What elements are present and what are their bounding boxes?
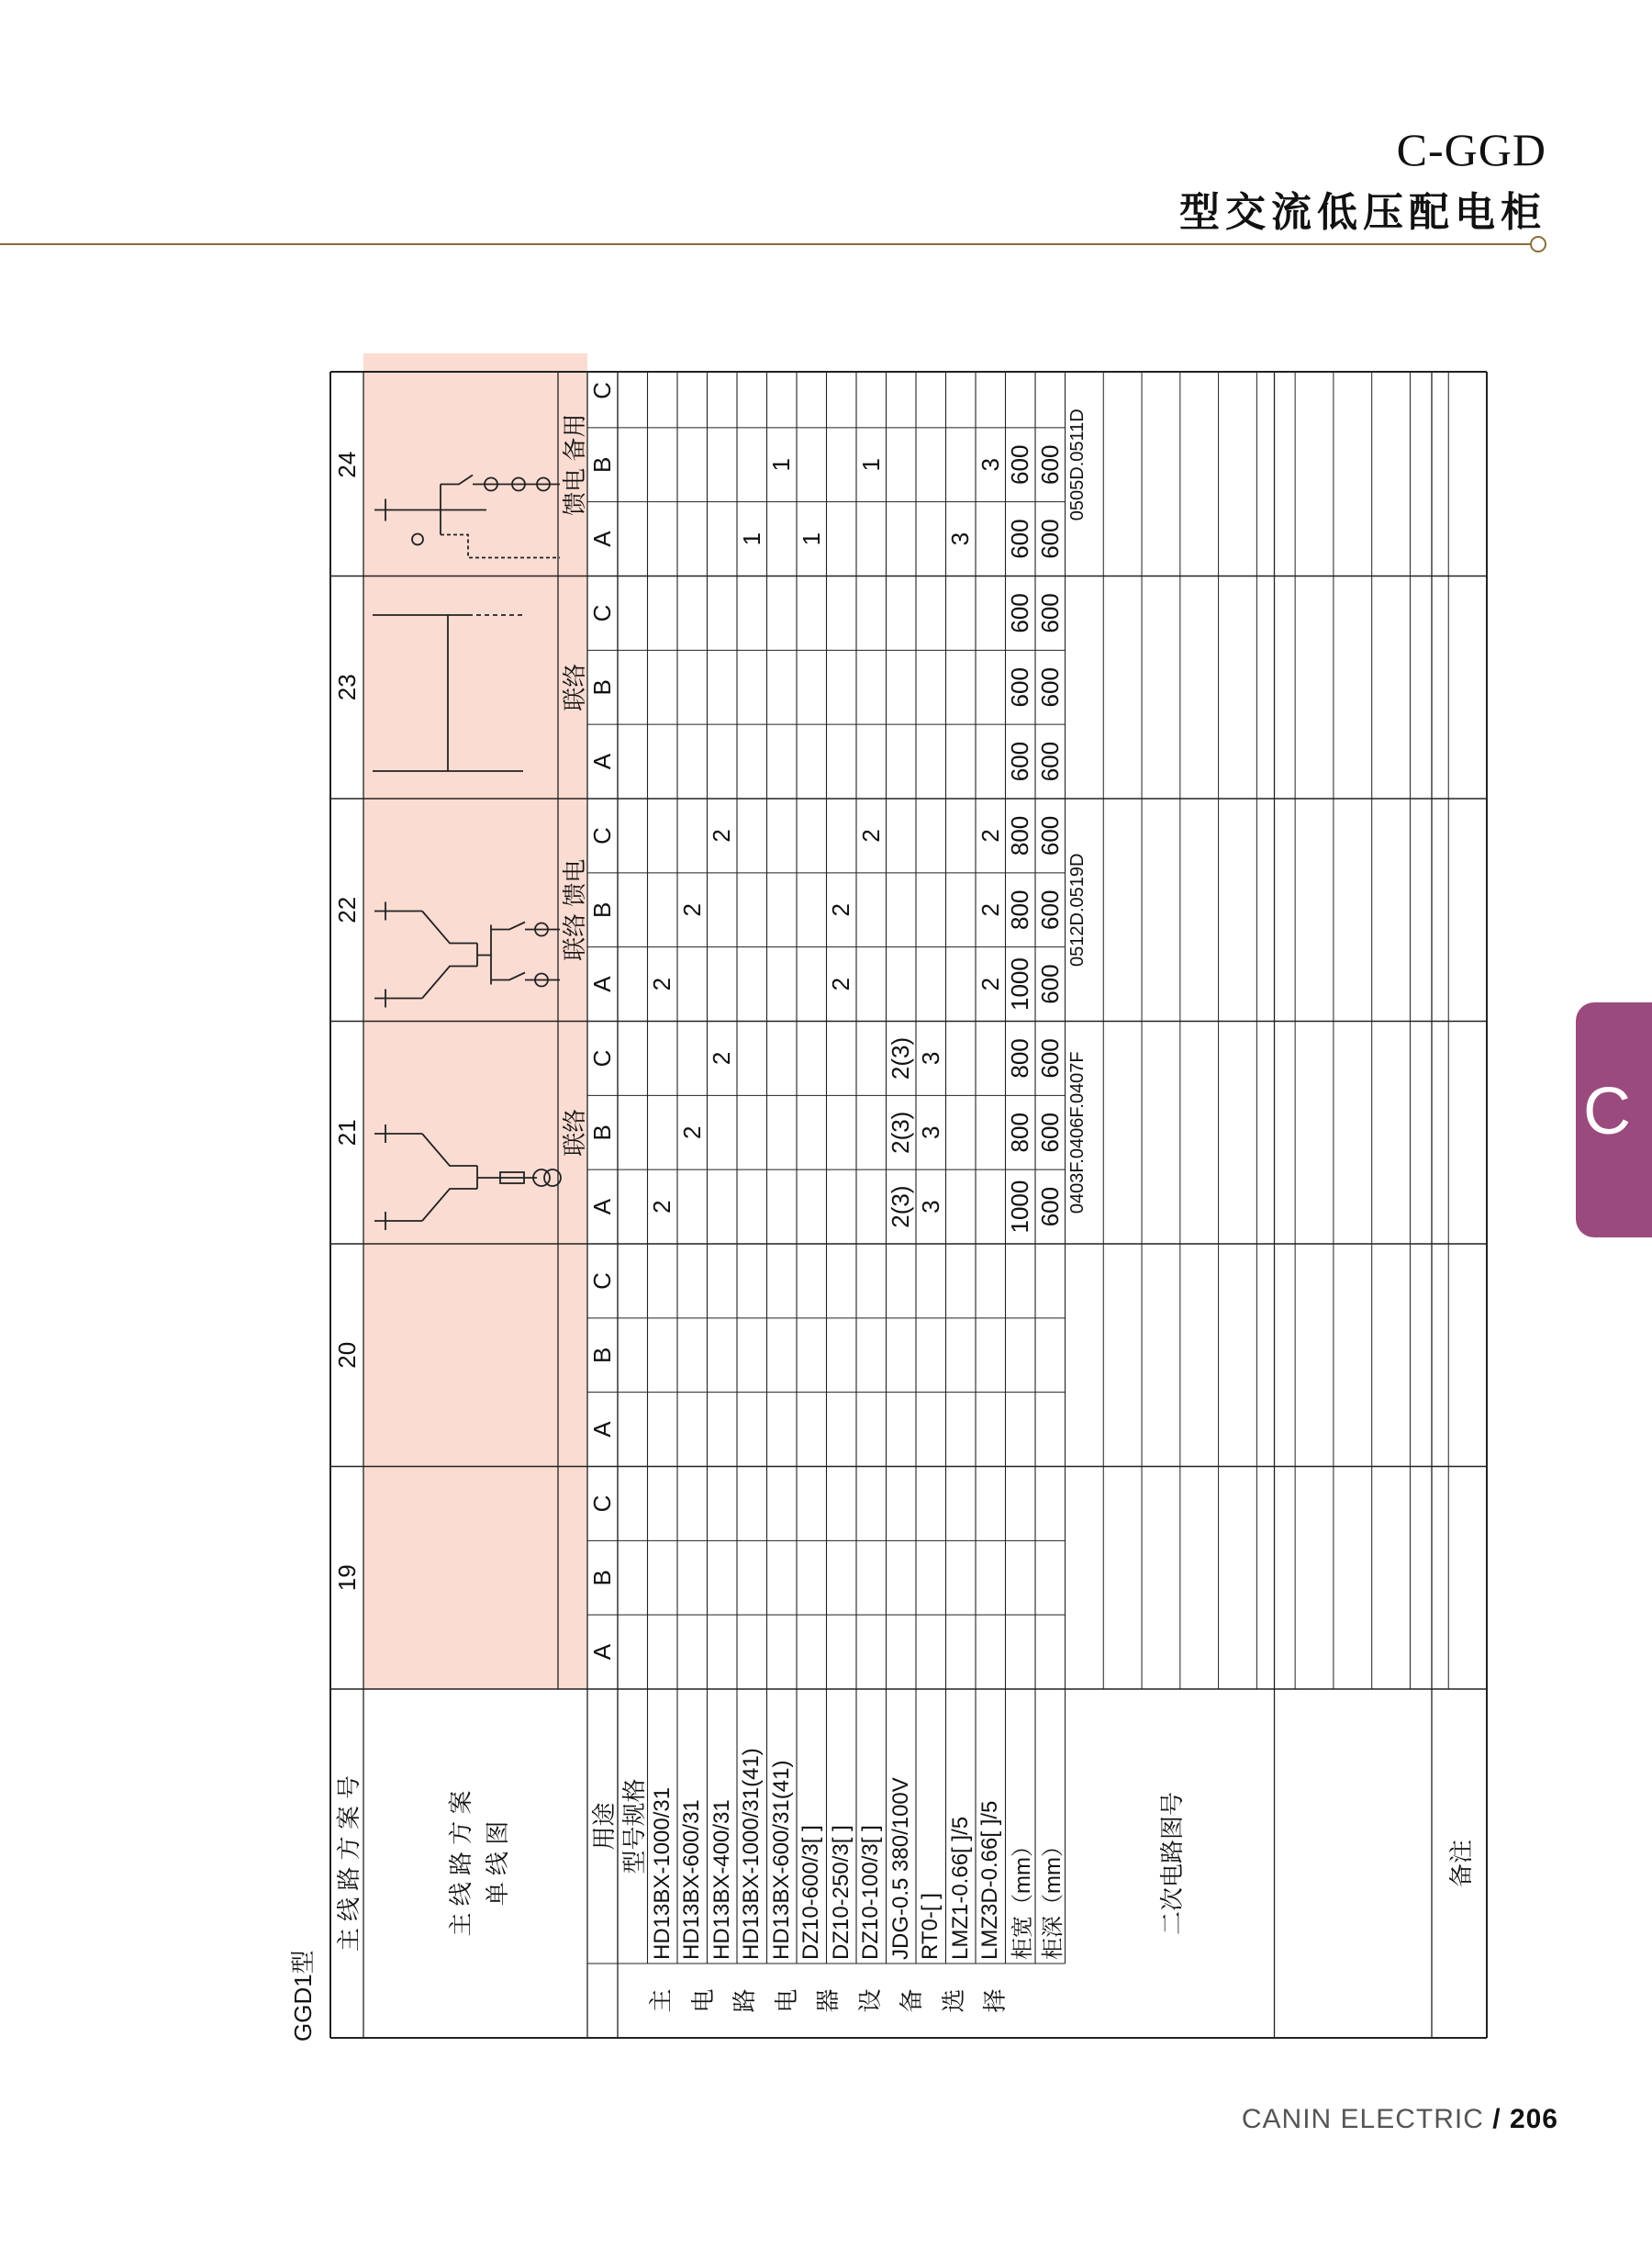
footer-sep: / — [1483, 2104, 1510, 2134]
diagram-label-1: 主 线 路 方 案 — [446, 1790, 474, 1937]
secondary-circuit-no: 0403F.0406F.0407F — [1067, 1051, 1088, 1214]
scheme-no-label: 主 线 路 方 案 号 — [334, 1774, 363, 1952]
main-circuit-label-char: 设 — [855, 1988, 884, 2013]
table-cell-value: 2 — [708, 1051, 736, 1066]
table-cell-value: 3 — [916, 1051, 944, 1066]
sub-scheme-label: B — [588, 1570, 616, 1586]
spec-label: 型号规格 — [620, 1778, 648, 1874]
row-label: DZ10-600/3[ ] — [798, 1825, 824, 1960]
table-cell-value: 3 — [946, 531, 975, 546]
header-rule-end-circle — [1530, 236, 1546, 252]
row-label: HD13BX-400/31 — [709, 1799, 734, 1960]
scheme-number: 22 — [332, 896, 361, 923]
scheme-table — [289, 372, 1487, 2042]
row-label: LMZ1-0.66[ ]/5 — [947, 1816, 973, 1960]
table-cell-value: 600 — [1035, 593, 1064, 633]
table-cell-value: 600 — [1035, 815, 1064, 856]
row-label: DZ10-100/3[ ] — [858, 1825, 884, 1960]
remark-label: 备注 — [1446, 1840, 1475, 1888]
table-cell-value: 600 — [1006, 444, 1034, 485]
table-cell-value: 2 — [677, 1125, 706, 1139]
row-label: DZ10-250/3[ ] — [828, 1825, 854, 1960]
table-cell-value: 1000 — [1006, 1180, 1034, 1234]
scheme-usage: 联络 — [560, 1108, 587, 1157]
page-title: C-GGD — [1396, 124, 1546, 175]
footer-brand: CANIN ELECTRIC — [1241, 2104, 1484, 2134]
sub-scheme-label: A — [588, 531, 616, 547]
table-cell-value: 600 — [1035, 964, 1064, 1004]
table-cell-value: 600 — [1035, 519, 1064, 559]
row-label: 柜深（mm） — [1040, 1835, 1066, 1960]
scheme-number: 23 — [332, 674, 361, 701]
table-cell-value: 2(3) — [887, 1185, 915, 1228]
main-circuit-label-char: 路 — [731, 1988, 758, 2013]
sub-scheme-label: A — [588, 1198, 616, 1215]
main-circuit-label-char: 电 — [688, 1988, 717, 2013]
section-tab[interactable] — [1576, 1002, 1652, 1237]
scheme-usage: 馈电 备用 — [560, 413, 587, 516]
sub-scheme-label: B — [588, 1347, 616, 1363]
sub-scheme-label: C — [588, 827, 616, 845]
table-cell-value: 2 — [976, 977, 1004, 991]
main-circuit-label-char: 电 — [772, 1988, 800, 2013]
row-label: RT0-[ ] — [918, 1893, 943, 1960]
scheme-usage: 联络 — [560, 663, 587, 711]
page-subtitle: 型交流低压配电柜 — [1179, 189, 1546, 236]
row-label: LMZ3D-0.66[ ]/5 — [977, 1800, 1003, 1960]
table-cell-value: 800 — [1006, 890, 1034, 930]
table-cell-value: 600 — [1006, 741, 1034, 782]
diagram-23-single-line — [373, 615, 523, 771]
table-cell-value: 2 — [648, 1200, 676, 1214]
sub-scheme-label: C — [588, 1049, 616, 1068]
table-cell-value: 2 — [708, 829, 736, 843]
table-cell-value: 2(3) — [887, 1036, 915, 1080]
main-circuit-label-char: 器 — [814, 1988, 842, 2013]
scheme-number: 21 — [332, 1119, 361, 1147]
table-cell-value: 2 — [976, 903, 1004, 917]
table-cell-value: 2 — [856, 829, 885, 843]
usage-label: 用途 — [590, 1802, 618, 1851]
main-circuit-label-char: 主 — [647, 1988, 675, 2013]
table-cell-value: 600 — [1035, 890, 1064, 930]
table-cell-value: 600 — [1035, 1038, 1064, 1079]
sub-scheme-label: C — [588, 382, 616, 399]
sub-scheme-label: B — [588, 679, 616, 696]
table-cell-value: 3 — [916, 1125, 944, 1139]
footer — [1242, 2104, 1558, 2135]
main-circuit-label-char: 备 — [898, 1988, 925, 2013]
table-cell-value: 1000 — [1006, 957, 1034, 1012]
main-circuit-label-char: 择 — [981, 1988, 1009, 2013]
diagram-24-single-line — [374, 476, 560, 558]
diagram-22-single-line — [374, 902, 560, 1008]
table-cell-value: 2 — [827, 903, 855, 917]
secondary-circuit-no: 0512D.0519D — [1067, 853, 1088, 967]
table-cell-value: 800 — [1006, 1113, 1034, 1153]
sub-scheme-label: A — [588, 976, 616, 992]
scheme-number: 24 — [332, 451, 361, 478]
sub-scheme-label: C — [588, 1494, 616, 1513]
main-circuit-label-char: 选 — [939, 1988, 967, 2013]
row-label: 柜宽（mm） — [1010, 1835, 1035, 1960]
secondary-circuit-label: 二次电路图号 — [1158, 1792, 1186, 1936]
sub-scheme-label: B — [588, 901, 616, 918]
footer-page-number: 206 — [1509, 2104, 1558, 2134]
row-label: HD13BX-600/31 — [679, 1799, 705, 1960]
scheme-usage: 联络 馈电 — [560, 858, 587, 961]
sub-scheme-label: A — [588, 753, 616, 770]
diagram-21-single-line — [374, 1124, 561, 1230]
table-cell-value: 600 — [1006, 593, 1034, 633]
table-cell-value: 3 — [916, 1200, 944, 1214]
sub-scheme-label: A — [588, 1643, 616, 1661]
table-cell-value: 600 — [1035, 1113, 1064, 1153]
secondary-circuit-no: 0505D.0511D — [1067, 408, 1088, 521]
table-cell-value: 1 — [797, 531, 825, 546]
table-cell-value: 600 — [1035, 444, 1064, 485]
diagram-label-2: 单 线 图 — [483, 1820, 511, 1907]
table-cell-value: 3 — [976, 458, 1004, 472]
table-cell-value: 600 — [1035, 741, 1064, 782]
table-cell-value: 600 — [1006, 667, 1034, 708]
table-cell-value: 800 — [1006, 1038, 1034, 1079]
table-cell-value: 800 — [1006, 815, 1034, 856]
table-cell-value: 2 — [976, 829, 1004, 843]
scheme-number: 19 — [332, 1564, 361, 1592]
table-cell-value: 1 — [737, 531, 765, 546]
table-cell-value: 2(3) — [887, 1111, 915, 1154]
section-tab-label: C — [1583, 1075, 1631, 1148]
sub-scheme-label: A — [588, 1421, 616, 1438]
table-cell-value: 2 — [827, 977, 855, 991]
sub-scheme-label: C — [588, 604, 616, 622]
row-label: HD13BX-1000/31(41) — [739, 1748, 765, 1960]
row-label: JDG-0.5 380/100V — [887, 1777, 913, 1960]
table-cell-value: 1 — [767, 458, 796, 472]
scheme-number: 20 — [332, 1341, 361, 1369]
sub-scheme-label: C — [588, 1272, 616, 1290]
table-cell-value: 600 — [1035, 667, 1064, 708]
table-cell-value: 2 — [648, 977, 676, 991]
sub-scheme-label: B — [588, 456, 616, 473]
table-cell-value: 600 — [1006, 519, 1034, 559]
table-cell-value: 600 — [1035, 1186, 1064, 1227]
row-label: HD13BX-1000/31 — [649, 1786, 675, 1960]
row-label: HD13BX-600/31(41) — [768, 1760, 794, 1960]
table-cell-value: 2 — [677, 903, 706, 917]
table-cell-value: 1 — [856, 458, 885, 472]
header-rule — [0, 243, 1533, 245]
table-grid — [330, 372, 1487, 2038]
sub-scheme-label: B — [588, 1124, 616, 1141]
model-label: GGD1型 — [289, 1950, 317, 2042]
